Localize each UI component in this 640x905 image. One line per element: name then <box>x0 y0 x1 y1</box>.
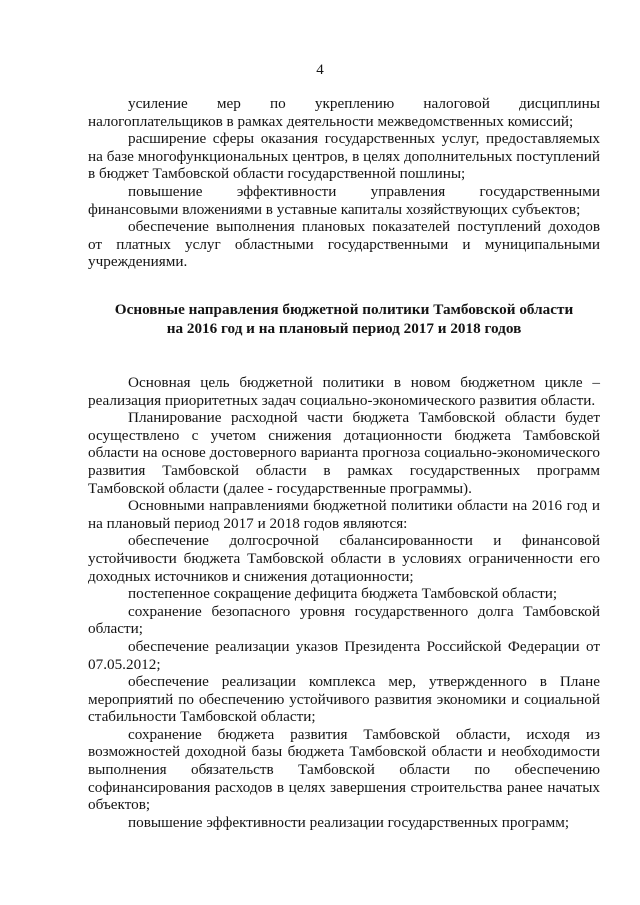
main-section <box>88 374 600 831</box>
list-item: повышение эффективности реализации государственных программ; <box>128 813 570 831</box>
list-item: обеспечение долгосрочной сбалансированности и финансовой устойчивости бюджета Тамбовской области в условиях ограниченности его доходных источников и снижения дотационности; <box>88 532 600 585</box>
list-item: обеспечение реализации указов Президента Российской Федерации от 07.05.2012; <box>88 637 600 673</box>
list-item: сохранение бюджета развития Тамбовской области, исходя из возможностей доходной базы бюджета Тамбовской области и необходимости выполнения обязательств Тамбовской области по обеспечению софинансирования расходов в целях завершения строительства ранее начатых объектов; <box>88 725 600 814</box>
list-item: обеспечение реализации комплекса мер, утвержденного в Плане мероприятий по обеспечению устойчивого развития экономики и социальной стабильности Тамбовской области; <box>88 673 600 726</box>
body-paragraph: Планирование расходной части бюджета Тамбовской области будет осуществлено с учетом снижения дотационности бюджета Тамбовской области на основе достоверного варианта прогноза социально-экономического развития Тамбовской области в рамках государственных программ Тамбовской области (далее - государственные программы). <box>88 409 600 497</box>
body-paragraph: Основными направлениями бюджетной политики области на 2016 год и на плановый период 2017 и 2018 годов являются: <box>88 497 600 532</box>
section-heading <box>88 300 600 338</box>
body-paragraph: Основная цель бюджетной политики в новом бюджетном цикле – реализация приоритетных задач социально-экономического развития области. <box>88 374 600 409</box>
intro-paragraph: расширение сферы оказания государственных услуг, предоставляемых на базе многофункциональных центров, в целях дополнительных поступлений в бюджет Тамбовской области государственной пошлины; <box>88 130 600 183</box>
list-item: сохранение безопасного уровня государственного долга Тамбовской области; <box>88 602 600 638</box>
intro-paragraph: повышение эффективности управления государственными финансовыми вложениями в уставные капиталы хозяйствующих субъектов; <box>88 182 600 218</box>
section-heading-line: на 2016 год и на плановый период 2017 и 2018 годов <box>166 320 522 337</box>
intro-section <box>88 95 600 271</box>
intro-paragraph: усиление мер по укреплению налоговой дисциплины налогоплательщиков в рамках деятельности межведомственных комиссий; <box>88 95 600 130</box>
intro-paragraph: обеспечение выполнения плановых показателей поступлений доходов от платных услуг областными государственными и муниципальными учреждениями. <box>88 218 600 271</box>
list-item: постепенное сокращение дефицита бюджета Тамбовской области; <box>128 585 558 603</box>
section-heading-line: Основные направления бюджетной политики Тамбовской области <box>114 301 574 318</box>
page-number: 4 <box>316 62 324 78</box>
